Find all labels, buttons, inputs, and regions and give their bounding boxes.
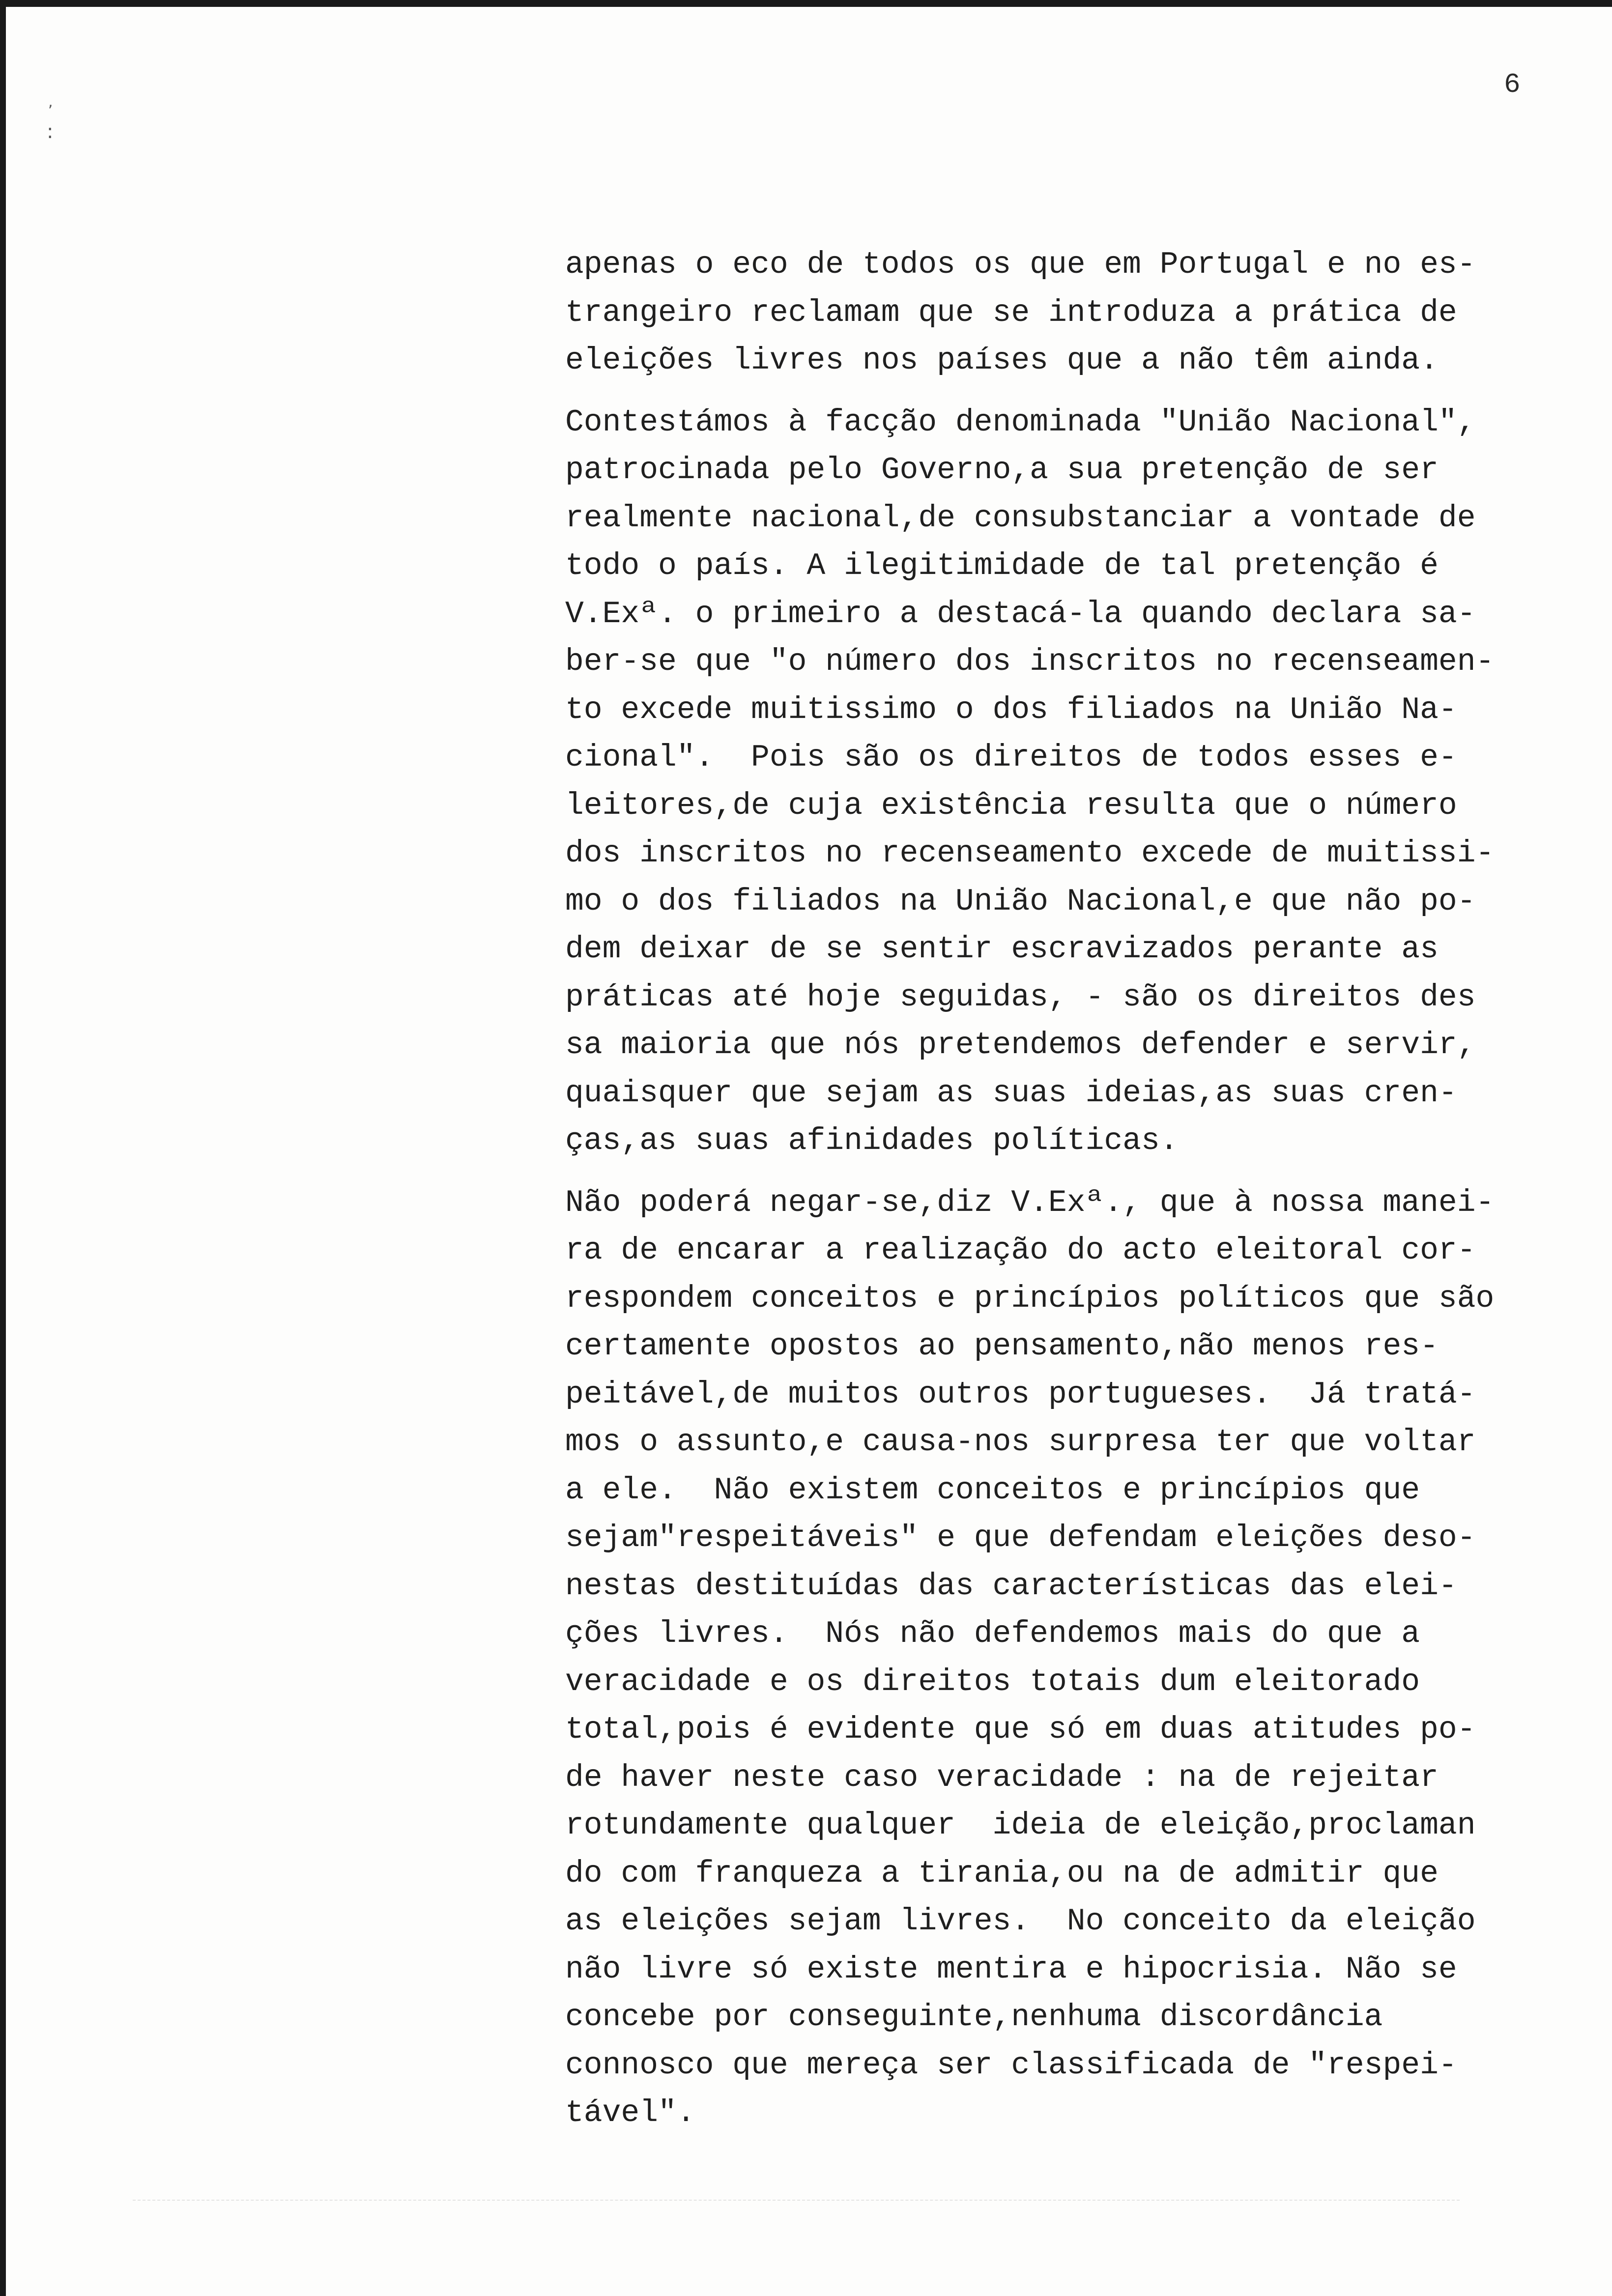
text-line: trangeiro reclamam que se introduza a prática de	[565, 295, 1457, 330]
text-line: Contestámos à facção denominada "União Nacional",	[565, 404, 1476, 440]
text-line: patrocinada pelo Governo,a sua pretenção de ser	[565, 453, 1439, 488]
scan-edge-left	[0, 0, 6, 2296]
text-line: certamente opostos ao pensamento,não menos res-	[565, 1329, 1439, 1364]
text-line: tável".	[565, 2095, 695, 2130]
text-line: total,pois é evidente que só em duas atitudes po-	[565, 1712, 1476, 1747]
text-line: as eleições sejam livres. No conceito da eleição	[565, 1904, 1476, 1939]
page-number: 6	[1504, 69, 1521, 100]
paragraph-3	[565, 1179, 1578, 2137]
text-line: quaisquer que sejam as suas ideias,as suas cren-	[565, 1075, 1457, 1111]
text-line: V.Exª. o primeiro a destacá-la quando declara sa-	[565, 596, 1476, 631]
text-line: dem deixar de se sentir escravizados perante as	[565, 932, 1439, 967]
text-line: Não poderá negar-se,diz V.Exª., que à nossa manei-	[565, 1185, 1495, 1220]
text-line: eleições livres nos países que a não têm ainda.	[565, 343, 1439, 378]
text-line: não livre só existe mentira e hipocrisia. Não se	[565, 1952, 1457, 1987]
document-body	[565, 241, 1578, 2137]
text-line: nestas destituídas das características das elei-	[565, 1568, 1457, 1604]
text-line: práticas até hoje seguidas, - são os direitos des	[565, 979, 1476, 1015]
text-line: mos o assunto,e causa-nos surpresa ter que voltar	[565, 1425, 1476, 1460]
text-line: to excede muitissimo o dos filiados na União Na-	[565, 692, 1457, 727]
text-line: connosco que mereça ser classificada de "respei-	[565, 2047, 1457, 2083]
text-line: rotundamente qualquer ideia de eleição,proclaman	[565, 1808, 1476, 1843]
text-line: peitável,de muitos outros portugueses. Já tratá-	[565, 1377, 1476, 1412]
text-line: sa maioria que nós pretendemos defender e servir,	[565, 1028, 1476, 1062]
text-line: veracidade e os direitos totais dum eleitorado	[565, 1664, 1420, 1699]
margin-mark: :	[47, 120, 54, 143]
margin-mark: ,	[48, 93, 53, 111]
text-line: mo o dos filiados na União Nacional,e que não po-	[565, 884, 1476, 919]
text-line: ções livres. Nós não defendemos mais do que a	[565, 1616, 1420, 1651]
text-line: leitores,de cuja existência resulta que o número	[565, 788, 1457, 823]
text-line: respondem conceitos e princípios políticos que são	[565, 1281, 1495, 1316]
text-line: realmente nacional,de consubstanciar a vontade de	[565, 500, 1476, 536]
text-line: sejam"respeitáveis" e que defendam eleições deso-	[565, 1521, 1476, 1555]
text-line: de haver neste caso veracidade : na de rejeitar	[565, 1760, 1439, 1795]
text-line: cional". Pois são os direitos de todos esses e-	[565, 740, 1457, 775]
text-line: ra de encarar a realização do acto eleitoral cor-	[565, 1233, 1476, 1268]
text-line: concebe por conseguinte,nenhuma discordância	[565, 2000, 1383, 2035]
text-line: ças,as suas afinidades políticas.	[565, 1123, 1179, 1158]
text-line: apenas o eco de todos os que em Portugal e no es-	[565, 247, 1476, 282]
faint-footer-rule	[133, 2200, 1460, 2201]
text-line: ber-se que "o número dos inscritos no recenseamen-	[565, 644, 1495, 679]
paragraph-2	[565, 399, 1578, 1165]
text-line: dos inscritos no recenseamento excede de muitissi-	[565, 836, 1495, 871]
text-line: do com franqueza a tirania,ou na de admitir que	[565, 1856, 1439, 1891]
text-line: todo o país. A ilegitimidade de tal pretenção é	[565, 548, 1439, 583]
paragraph-1	[565, 241, 1578, 385]
text-line: a ele. Não existem conceitos e princípios que	[565, 1472, 1420, 1508]
scan-edge-top	[0, 0, 1612, 7]
